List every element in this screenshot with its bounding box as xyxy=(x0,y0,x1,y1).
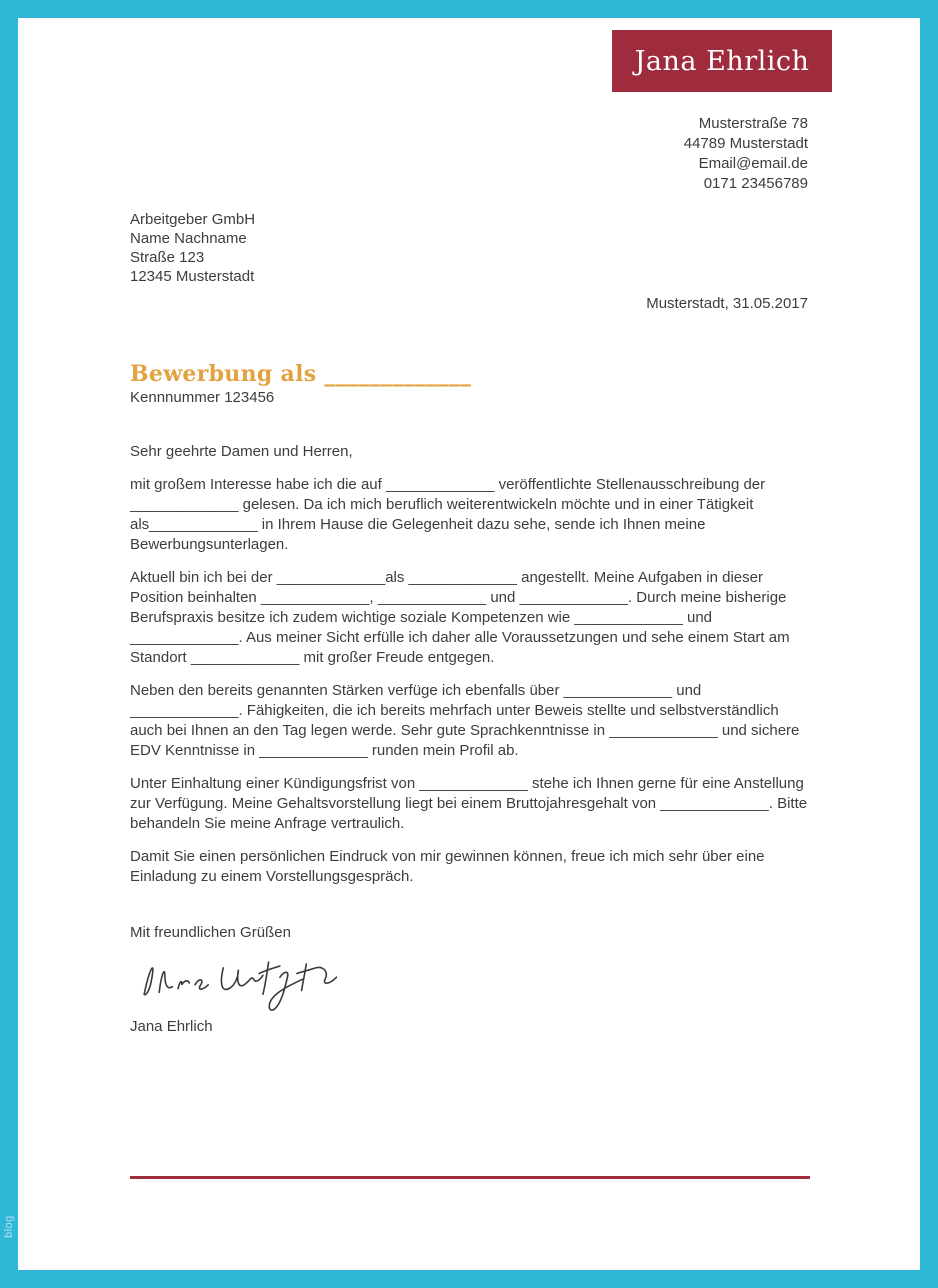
sender-street: Musterstraße 78 xyxy=(698,115,808,132)
handwritten-signature xyxy=(130,949,808,1015)
subject-reference: Kennnummer 123456 xyxy=(130,389,275,406)
subject-block xyxy=(130,361,808,408)
signature-name: Jana Ehrlich xyxy=(130,1018,213,1035)
recipient-address-block xyxy=(130,210,808,286)
sender-email: Email@email.de xyxy=(698,155,808,172)
paragraph-5: Damit Sie einen persönlichen Eindruck von mir gewinnen können, freue ich mich sehr über eine Einladung zu einem Vorstellungsgespräch. xyxy=(130,848,765,885)
signature-scribble-icon xyxy=(130,949,360,1015)
paragraph-2: Aktuell bin ich bei der _____________als _____________ angestellt. Meine Aufgaben in dieser Position beinhalten _____________, _____________ und _____________. Durch meine bisherige Berufspraxis besitze ich zudem wichtige soziale Kompetenzen wie _____________ und _____________. Aus meiner Sicht erfülle ich daher alle Voraussetzungen und sehe einem Start am Standort _____________ mit großer Freude entgegen. xyxy=(130,569,790,666)
footer-divider xyxy=(130,1176,810,1179)
closing-line: Mit freundlichen Grüßen xyxy=(130,924,291,941)
recipient-street: Straße 123 xyxy=(130,249,205,266)
subject-title: Bewerbung als _____________ xyxy=(130,361,472,387)
sender-name: Jana Ehrlich xyxy=(634,45,810,77)
paragraph-1: mit großem Interesse habe ich die auf _____________ veröffentlichte Stellenausschreibung der _____________ gelesen. Da ich mich beruflich weiterentwickeln möchte und in einer Tätigkeit als_____________ in Ihrem Hause die Gelegenheit dazu sehe, sende ich Ihnen meine Bewerbungsunterlagen. xyxy=(130,476,766,553)
recipient-name: Name Nachname xyxy=(130,230,247,247)
letter-body xyxy=(18,18,920,1037)
date-line: Musterstadt, 31.05.2017 xyxy=(646,295,808,312)
sender-city: 44789 Musterstadt xyxy=(683,135,808,152)
paragraph-4: Unter Einhaltung einer Kündigungsfrist von _____________ stehe ich Ihnen gerne für eine Anstellung zur Verfügung. Meine Gehaltsvorstellung liegt bei einem Bruttojahresgehalt von _____________. Bitte behandeln Sie meine Anfrage vertraulich. xyxy=(130,775,808,832)
paragraph-3: Neben den bereits genannten Stärken verfüge ich ebenfalls über _____________ und _____________. Fähigkeiten, die ich bereits mehrfach unter Beweis stellte und selbstverständlich auch bei Ihnen an den Tag legen werde. Sehr gute Sprachkenntnisse in _____________ und sichere EDV Kenntnisse in _____________ runden mein Profil ab. xyxy=(130,682,800,759)
recipient-city: 12345 Musterstadt xyxy=(130,268,255,285)
letter-page xyxy=(18,18,920,1270)
recipient-company: Arbeitgeber GmbH xyxy=(130,211,256,228)
salutation: Sehr geehrte Damen und Herren, xyxy=(130,443,353,460)
sender-phone: 0171 23456789 xyxy=(703,175,808,192)
watermark-text: blog xyxy=(3,1215,15,1238)
